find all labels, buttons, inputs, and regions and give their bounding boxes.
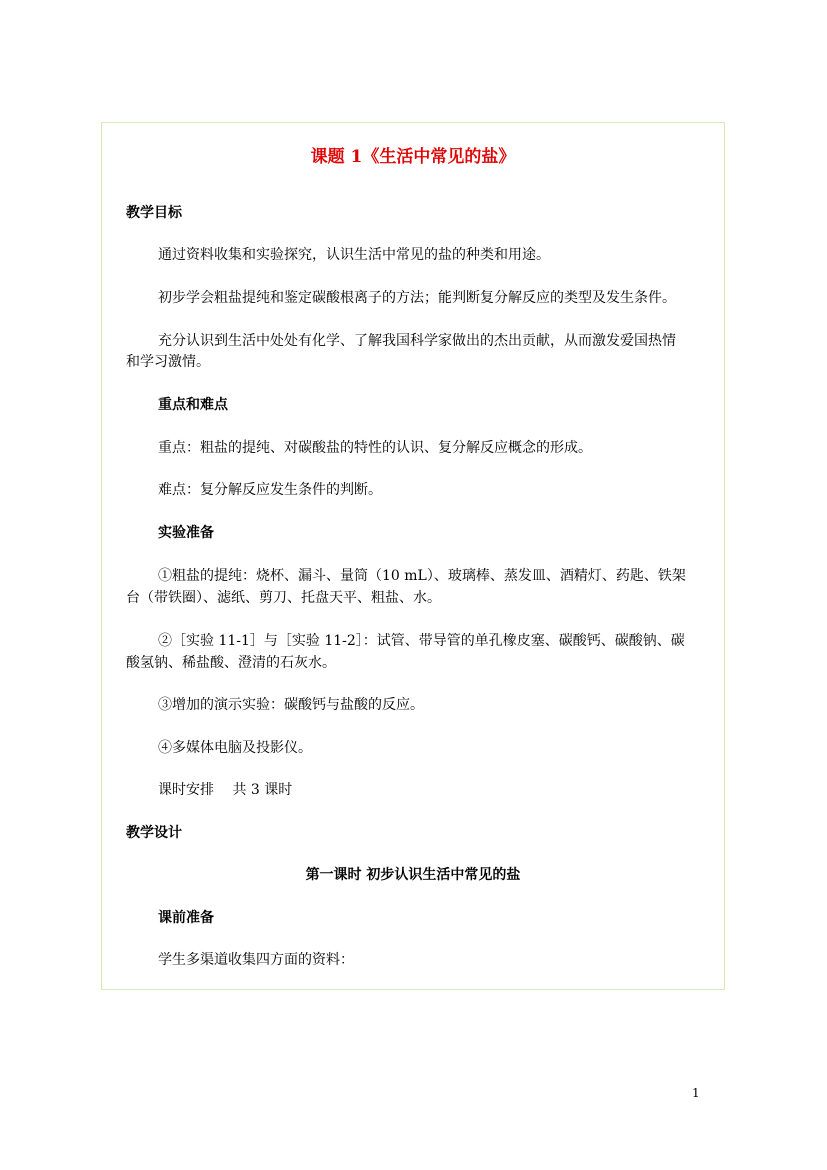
design-heading: 教学设计 — [126, 825, 182, 841]
prep-item-4: ④多媒体电脑及投影仪。 — [158, 740, 312, 756]
objective-1: 通过资料收集和实验探究，认识生活中常见的盐的种类和用途。 — [158, 247, 550, 263]
objective-3-line-1: 充分认识到生活中处处有化学、了解我国科学家做出的杰出贡献，从而激发爱国热情 — [158, 333, 676, 349]
preclass-text: 学生多渠道收集四方面的资料： — [158, 952, 354, 968]
objective-2: 初步学会粗盐提纯和鉴定碳酸根离子的方法；能判断复分解反应的类型及发生条件。 — [158, 290, 676, 306]
page-number: 1 — [692, 1086, 700, 1100]
difficult-point: 难点：复分解反应发生条件的判断。 — [158, 482, 382, 498]
lesson-1-title: 第一课时 初步认识生活中常见的盐 — [305, 867, 521, 883]
prep-item-1-line-1: ①粗盐的提纯：烧杯、漏斗、量筒（10 mL）、玻璃棒、蒸发皿、酒精灯、药匙、铁架 — [158, 568, 686, 584]
key-heading: 重点和难点 — [158, 397, 228, 413]
prep-item-3: ③增加的演示实验：碳酸钙与盐酸的反应。 — [158, 697, 424, 713]
prep-heading: 实验准备 — [158, 525, 214, 541]
prep-item-2-line-1: ②［实验 11-1］与［实验 11-2］：试管、带导管的单孔橡皮塞、碳酸钙、碳酸钠、碳 — [158, 633, 685, 649]
objectives-heading: 教学目标 — [126, 205, 182, 221]
preclass-heading: 课前准备 — [158, 910, 214, 926]
objective-3-line-2: 和学习激情。 — [126, 354, 210, 370]
document-title: 课题 1《生活中常见的盐》 — [310, 147, 516, 167]
key-point: 重点：粗盐的提纯、对碳酸盐的特性的认识、复分解反应概念的形成。 — [158, 440, 592, 456]
prep-item-1-line-2: 台（带铁圈）、滤纸、剪刀、托盘天平、粗盐、水。 — [126, 590, 441, 606]
schedule: 课时安排 共 3 课时 — [158, 782, 293, 798]
prep-item-2-line-2: 酸氢钠、稀盐酸、澄清的石灰水。 — [126, 655, 336, 671]
